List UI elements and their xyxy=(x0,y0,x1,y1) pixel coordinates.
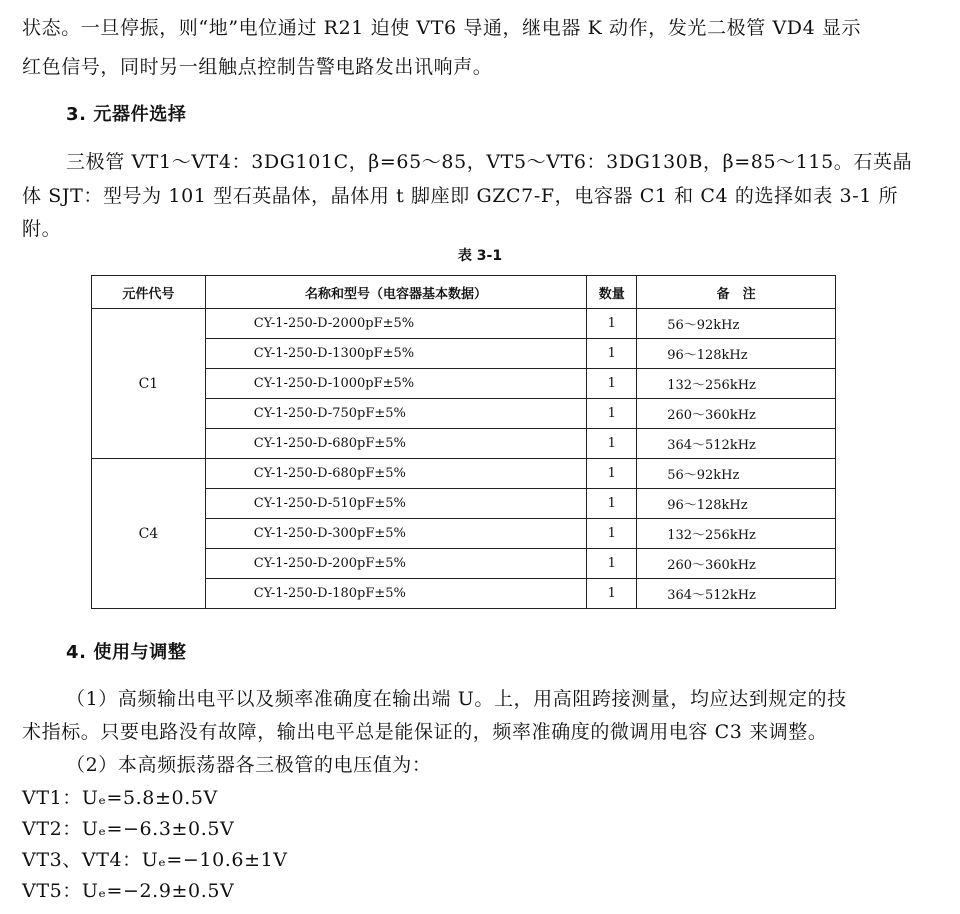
note-cell: 56～92kHz xyxy=(637,309,836,339)
note-cell: 364～512kHz xyxy=(637,579,836,609)
qty-cell: 1 xyxy=(587,399,637,429)
component-code: C4 xyxy=(92,459,206,609)
model-cell: CY-1-250-D-750pF±5% xyxy=(205,399,586,429)
voltage-line: VT3、VT4：Uₑ=−10.6±1V xyxy=(22,849,288,871)
voltage-line: VT2：Uₑ=−6.3±0.5V xyxy=(22,818,235,840)
header-qty: 数量 xyxy=(587,276,637,309)
note-cell: 132～256kHz xyxy=(637,369,836,399)
qty-cell: 1 xyxy=(587,309,637,339)
note-cell: 364～512kHz xyxy=(637,429,836,459)
qty-cell: 1 xyxy=(587,459,637,489)
qty-cell: 1 xyxy=(587,549,637,579)
model-cell: CY-1-250-D-200pF±5% xyxy=(205,549,586,579)
model-cell: CY-1-250-D-510pF±5% xyxy=(205,489,586,519)
paragraph-line: 术指标。只要电路没有故障，输出电平总是能保证的，频率准确度的微调用电容 C3 来调整。 xyxy=(22,721,828,743)
paragraph-line: 附。 xyxy=(22,218,62,240)
paragraph-line: 三极管 VT1～VT4：3DG101C，β=65～85，VT5～VT6：3DG130B，β=85～115。石英晶 xyxy=(66,151,913,173)
model-cell: CY-1-250-D-2000pF±5% xyxy=(205,309,586,339)
qty-cell: 1 xyxy=(587,339,637,369)
paragraph-line: （2）本高频振荡器各三极管的电压值为： xyxy=(66,754,432,776)
component-table xyxy=(91,275,836,609)
qty-cell: 1 xyxy=(587,369,637,399)
note-cell: 96～128kHz xyxy=(637,489,836,519)
model-cell: CY-1-250-D-680pF±5% xyxy=(205,429,586,459)
qty-cell: 1 xyxy=(587,429,637,459)
paragraph-line: 体 SJT：型号为 101 型石英晶体，晶体用 t 脚座即 GZC7-F，电容器 C1 和 C4 的选择如表 3-1 所 xyxy=(22,185,899,207)
table-row xyxy=(92,309,836,339)
table-row xyxy=(92,459,836,489)
header-note: 备 注 xyxy=(637,276,836,309)
qty-cell: 1 xyxy=(587,579,637,609)
paragraph-line: 红色信号，同时另一组触点控制告警电路发出讯响声。 xyxy=(22,56,493,78)
note-cell: 132～256kHz xyxy=(637,519,836,549)
note-cell: 260～360kHz xyxy=(637,399,836,429)
header-model: 名称和型号（电容器基本数据） xyxy=(205,276,586,309)
section-heading: 4. 使用与调整 xyxy=(66,642,187,663)
model-cell: CY-1-250-D-680pF±5% xyxy=(205,459,586,489)
paragraph-line: （1）高频输出电平以及频率准确度在输出端 U。上，用高阻跨接测量，均应达到规定的技 xyxy=(66,688,847,710)
table-caption: 表 3-1 xyxy=(457,248,503,264)
table-header-row xyxy=(92,276,836,309)
note-cell: 96～128kHz xyxy=(637,339,836,369)
component-code: C1 xyxy=(92,309,206,459)
voltage-line: VT1：Uₑ=5.8±0.5V xyxy=(22,787,218,809)
header-code: 元件代号 xyxy=(92,276,206,309)
note-cell: 56～92kHz xyxy=(637,459,836,489)
paragraph-line: 状态。一旦停振，则“地”电位通过 R21 迫使 VT6 导通，继电器 K 动作，发光二极管 VD4 显示 xyxy=(22,17,862,39)
note-cell: 260～360kHz xyxy=(637,549,836,579)
model-cell: CY-1-250-D-300pF±5% xyxy=(205,519,586,549)
qty-cell: 1 xyxy=(587,489,637,519)
model-cell: CY-1-250-D-1300pF±5% xyxy=(205,339,586,369)
section-heading: 3. 元器件选择 xyxy=(66,104,187,125)
qty-cell: 1 xyxy=(587,519,637,549)
model-cell: CY-1-250-D-180pF±5% xyxy=(205,579,586,609)
voltage-line: VT5：Uₑ=−2.9±0.5V xyxy=(22,880,235,902)
model-cell: CY-1-250-D-1000pF±5% xyxy=(205,369,586,399)
